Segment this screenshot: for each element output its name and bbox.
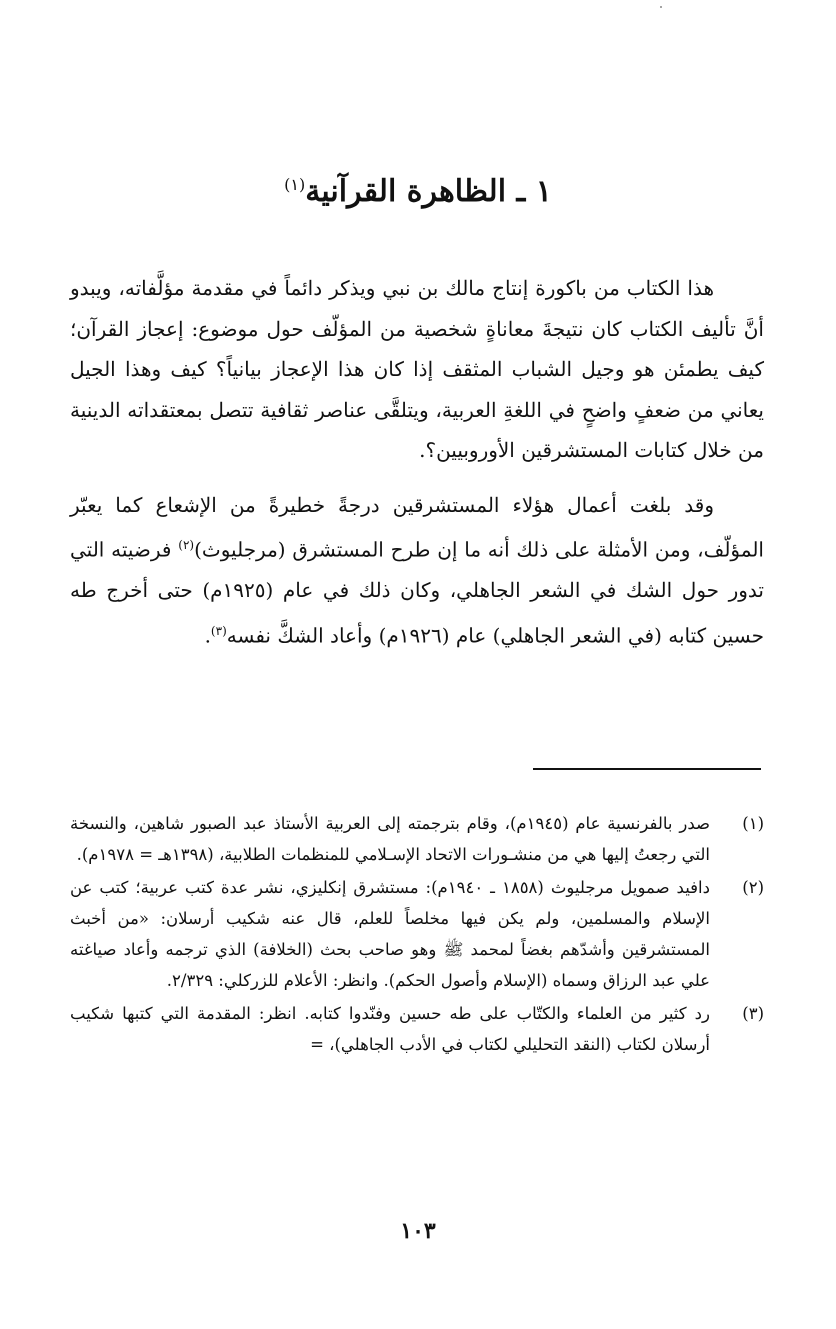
paragraph-text: وقد بلغت أعمال هؤلاء المستشرقين درجةً خطيرةً من الإشعاع كما يعبّر المؤلّف، ومن الأمثلة على ذلك أنه ما إن طرح المستشرق (مرجليوث) [70,492,764,562]
chapter-title [0,160,836,217]
footnote [70,808,764,870]
footnote-text: رد كثير من العلماء والكتّاب على طه حسين وفنّدوا كتابه. انظر: المقدمة التي كتبها شكيب أرسلان لكتاب (النقد التحليلي لكتاب في الأدب الجاهلي)، = [70,1004,710,1054]
footnote-number: (١) [742,814,764,833]
footnote-ref: (٢) [178,538,195,552]
footnote-number: (٢) [742,878,764,897]
chapter-title-text: ١ ـ الظاهرة القرآنية [305,174,552,209]
footnote-text: دافيد صمويل مرجليوث (١٨٥٨ ـ ١٩٤٠م): مستشرق إنكليزي، نشر عدة كتب عربية؛ كتب عن الإسلام والمسلمين، ولم يكن فيها مخلصاً للعلم، قال عنه شكيب أرسلان: «من أخبث المستشرقين وأشدّهم بغضاً لمحمد ﷺ وهو صاحب بحث (الخلافة) الذي ترجمه وأعاد صياغته علي عبد الرزاق وسماه (الإسلام وأصول الحكم). وانظر: الأعلام للزركلي: ٢/٣٢٩. [70,878,710,990]
footnote-number: (٣) [742,1004,764,1023]
paragraph-text: هذا الكتاب من باكورة إنتاج مالك بن نبي ويذكر دائماً في مقدمة مؤلَّفاته، ويبدو أنَّ تأليف الكتاب كان نتيجةَ معاناةٍ شخصية من المؤلّف حول موضوع: إعجاز القرآن؛ كيف يطمئن هو وجيل الشباب المثقف إذا كان هذا الإعجاز بيانياً؟ كيف وهذا الجيل يعاني من ضعفٍ واضحٍ في اللغةِ العربية، ويتلقَّى عناصر ثقافية تتصل بمعتقداته الدينية من خلال كتابات المستشرقين الأوروبيين؟. [70,276,764,462]
chapter-footnote-ref: (١) [284,175,306,194]
body-text [70,268,764,670]
paragraph-text: فرضيته التي تدور حول الشك في الشعر الجاهلي، وكان ذلك في عام (١٩٢٥م) حتى أخرج طه حسين كتابه (في الشعر الجاهلي) عام (١٩٢٦م) وأعاد الشكَّ نفسه [70,537,764,648]
footnote [70,872,764,996]
scan-speck [660,6,662,8]
footnote-separator [533,768,761,770]
footnote-text: صدر بالفرنسية عام (١٩٤٥م)، وقام بترجمته إلى العربية الأستاذ عبد الصبور شاهين، والنسخة التي رجعتُ إليها هي من منشـورات الاتحاد الإسـلامي للمنظمات الطلابية، (١٣٩٨هـ = ١٩٧٨م). [70,814,710,864]
paragraph [70,268,764,471]
paragraph [70,485,764,656]
footnotes [70,808,764,1062]
page-number: ١٠٣ [400,1218,436,1244]
paragraph-text: . [204,623,211,648]
footnote [70,998,764,1060]
footnote-ref: (٣) [210,623,227,638]
